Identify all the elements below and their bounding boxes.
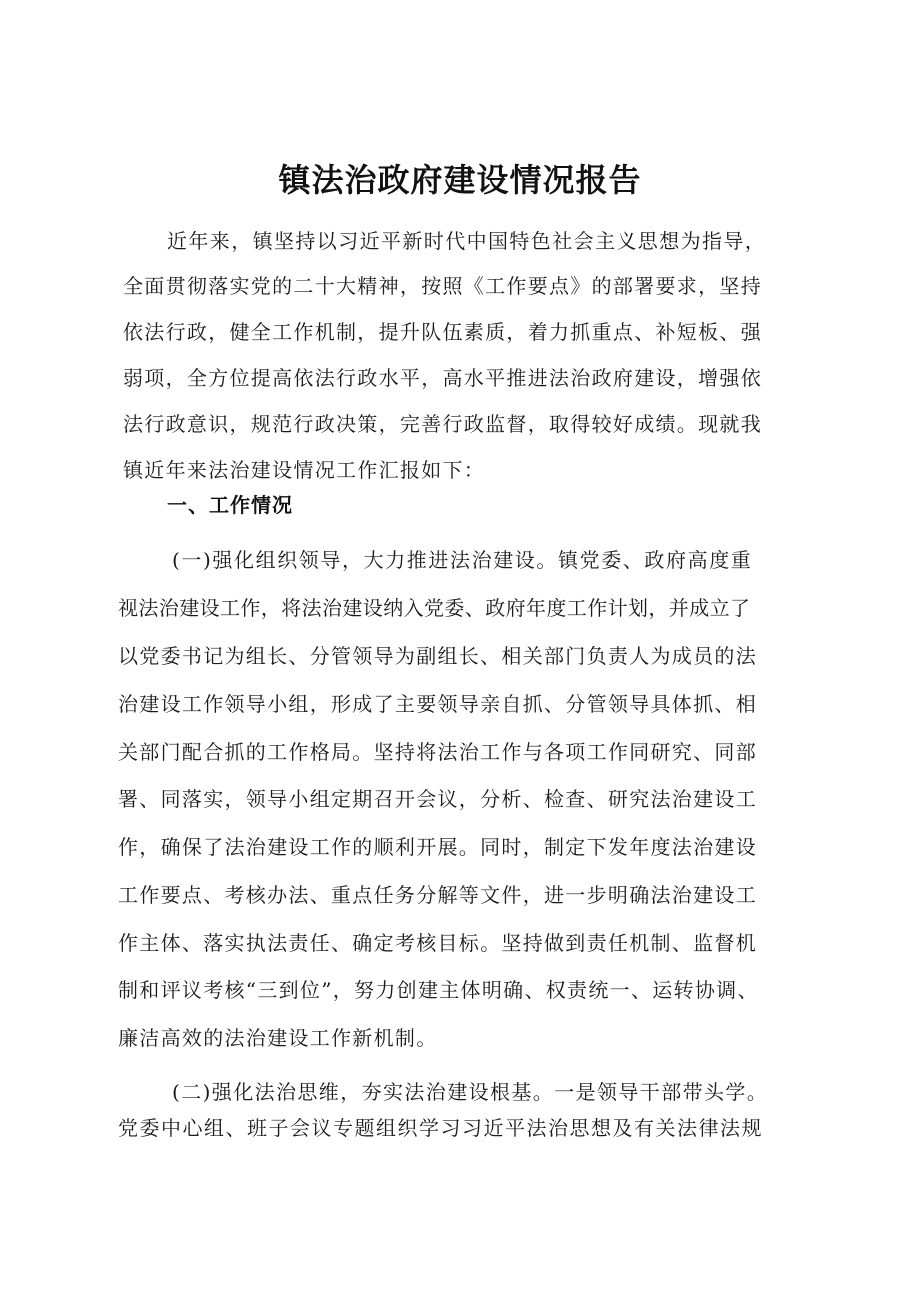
intro-line: 全面贯彻落实党的二十大精神，按照《工作要点》的部署要求，坚持 [123, 274, 762, 298]
para-line: 作，确保了法治建设工作的顺利开展。同时，制定下发年度法治建设 [118, 835, 757, 859]
para-line: 作主体、落实执法责任、确定考核目标。坚持做到责任机制、监督机 [118, 931, 757, 955]
intro-line: 弱项，全方位提高依法行政水平，高水平推进法治政府建设，增强依 [123, 366, 762, 390]
intro-line: 依法行政，健全工作机制，提升队伍素质，着力抓重点、补短板、强 [123, 320, 762, 344]
para-line: 视法治建设工作，将法治建设纳入党委、政府年度工作计划，并成立了 [118, 596, 751, 620]
para-line: 关部门配合抓的工作格局。坚持将法治工作与各项工作同研究、同部 [118, 740, 757, 764]
para-line: 制和评议考核“三到位”，努力创建主体明确、权责统一、运转协调、 [118, 978, 759, 1002]
section-heading: 一、工作情况 [167, 493, 293, 517]
para-line: 党委中心组、班子会议专题组织学习习近平法治思想及有关法律法规 [118, 1116, 763, 1140]
para-line: 廉洁高效的法治建设工作新机制。 [118, 1026, 438, 1050]
intro-line: 法行政意识，规范行政决策，完善行政监督，取得较好成绩。现就我 [123, 412, 762, 436]
intro-line: 近年来，镇坚持以习近平新时代中国特色社会主义思想为指导， [167, 229, 767, 253]
para-line: (一)强化组织领导，大力推进法治建设。镇党委、政府高度重 [172, 548, 753, 572]
para-line: (二)强化法治思维，夯实法治建设根基。一是领导干部带头学。 [172, 1080, 769, 1104]
intro-line: 镇近年来法治建设情况工作汇报如下： [123, 458, 486, 482]
para-line: 工作要点、考核办法、重点任务分解等文件，进一步明确法治建设工 [118, 883, 757, 907]
document-title: 镇法治政府建设情况报告 [278, 161, 642, 199]
para-line: 治建设工作领导小组，形成了主要领导亲自抓、分管领导具体抓、相 [118, 692, 757, 716]
para-line: 以党委书记为组长、分管领导为副组长、相关部门负责人为成员的法 [118, 644, 757, 668]
para-line: 署、同落实，领导小组定期召开会议，分析、检查、研究法治建设工 [118, 787, 757, 811]
